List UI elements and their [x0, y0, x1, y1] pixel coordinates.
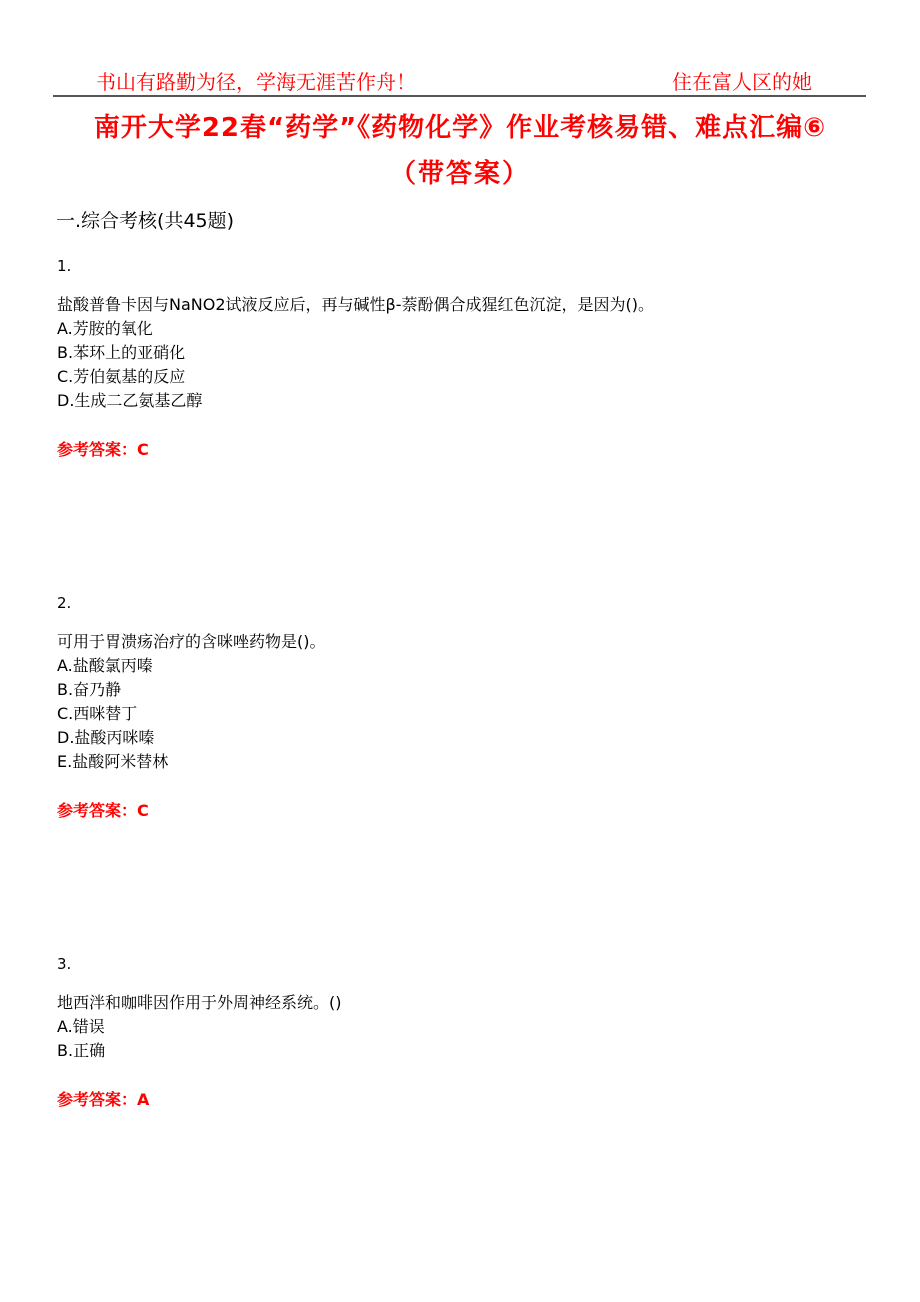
option-a: A.芳胺的氧化 [57, 319, 153, 338]
answer-label: 参考答案：A [57, 1090, 150, 1109]
document-subtitle: （带答案） [389, 159, 530, 189]
question-number: 3. [57, 955, 72, 973]
answer-label: 参考答案：C [57, 440, 149, 459]
question-number: 2. [57, 594, 72, 612]
option-e: E.盐酸阿米替林 [57, 752, 169, 771]
option-b: B.正确 [57, 1041, 106, 1060]
document-title: 南开大学22春“药学”《药物化学》作业考核易错、难点汇编⑥ [93, 113, 827, 143]
option-d: D.盐酸丙咪嗪 [57, 728, 155, 747]
option-c: C.西咪替丁 [57, 704, 138, 723]
answer-label: 参考答案：C [57, 801, 149, 820]
option-c: C.芳伯氨基的反应 [57, 367, 186, 386]
option-d: D.生成二乙氨基乙醇 [57, 391, 203, 410]
header-author: 住在富人区的她 [672, 70, 812, 94]
option-a: A.盐酸氯丙嗪 [57, 656, 153, 675]
question-text: 盐酸普鲁卡因与NaNO2试液反应后，再与碱性β-萘酚偶合成猩红色沉淀，是因为()。 [57, 295, 654, 314]
header-motto: 书山有路勤为径，学海无涯苦作舟！ [96, 70, 416, 94]
section-heading: 一.综合考核(共45题) [56, 210, 235, 232]
question-text: 可用于胃溃疡治疗的含咪唑药物是()。 [57, 632, 326, 651]
option-b: B.奋乃静 [57, 680, 122, 699]
question-text: 地西泮和咖啡因作用于外周神经系统。() [57, 993, 342, 1012]
header-divider [53, 95, 866, 97]
option-b: B.苯环上的亚硝化 [57, 343, 186, 362]
option-a: A.错误 [57, 1017, 105, 1036]
question-number: 1. [57, 257, 72, 275]
